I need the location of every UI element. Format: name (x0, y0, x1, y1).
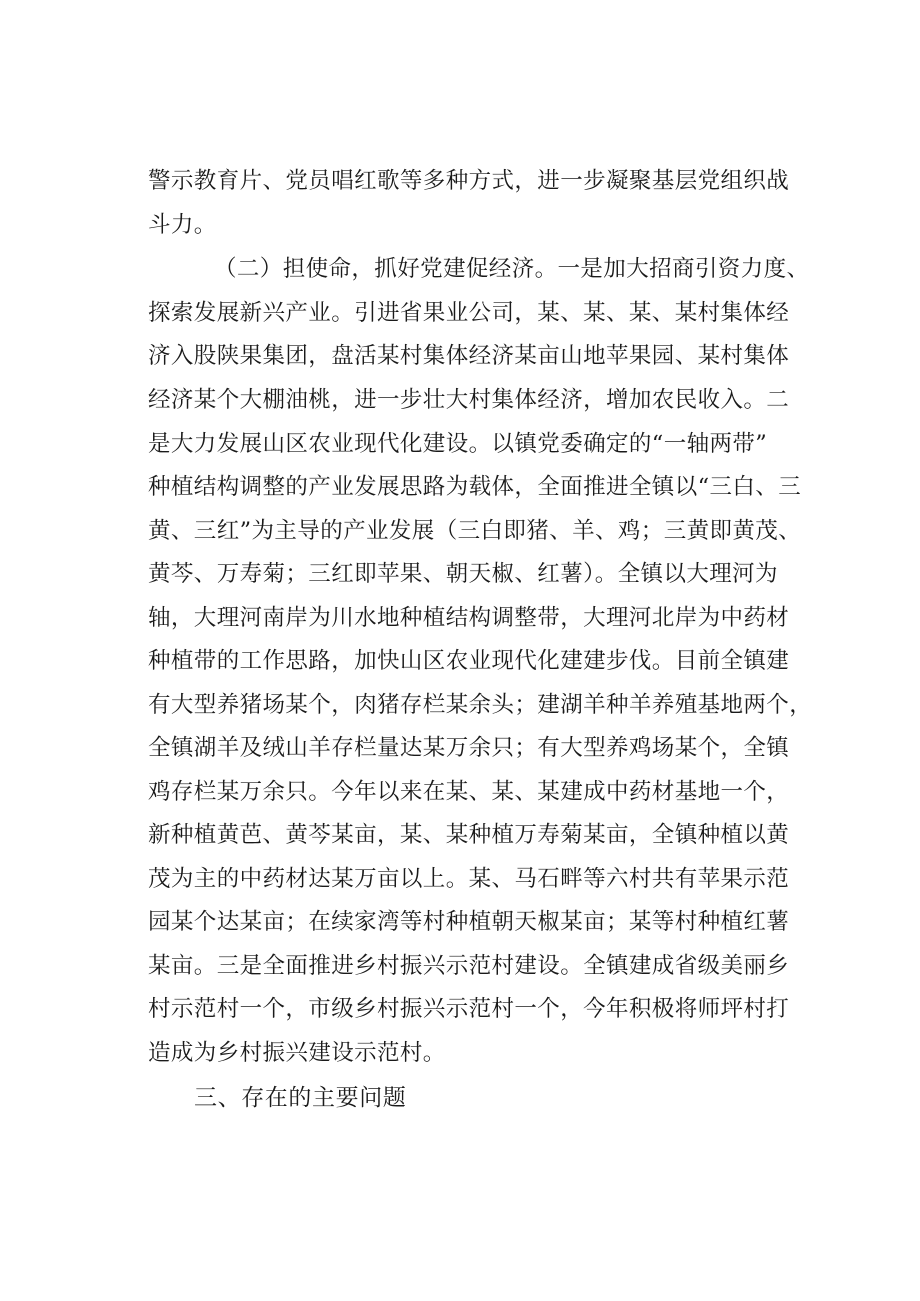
section-heading: 三、存在的主要问题 (194, 1085, 407, 1111)
paragraph-line: 轴，大理河南岸为川水地种植结构调整带，大理河北岸为中药材 (148, 605, 790, 631)
paragraph-line: 警示教育片、党员唱红歌等多种方式，进一步凝聚基层党组织战 (148, 168, 790, 194)
paragraph-line: 探索发展新兴产业。引进省果业公司，某、某、某、某村集体经 (148, 300, 790, 326)
paragraph-line: 黄、三红”为主导的产业发展（三白即猪、羊、鸡；三黄即黄茂、 (148, 518, 802, 544)
paragraph-line: （二）担使命，抓好党建促经济。一是加大招商引资力度、 (214, 256, 810, 282)
paragraph-line: 鸡存栏某万余只。今年以来在某、某、某建成中药材基地一个， (148, 779, 790, 805)
paragraph-line: 斗力。 (148, 212, 217, 238)
paragraph-line: 经济某个大棚油桃，进一步壮大村集体经济，增加农民收入。二 (148, 387, 790, 413)
paragraph-line: 是大力发展山区农业现代化建设。以镇党委确定的“一轴两带” (148, 431, 768, 457)
paragraph-line: 某亩。三是全面推进乡村振兴示范村建设。全镇建成省级美丽乡 (148, 953, 790, 979)
paragraph-line: 新种植黄芭、黄芩某亩，某、某种植万寿菊某亩，全镇种植以黄 (148, 822, 790, 848)
paragraph-line: 造成为乡村振兴建设示范村。 (148, 1040, 446, 1066)
paragraph-line: 济入股陕果集团，盘活某村集体经济某亩山地苹果园、某村集体 (148, 343, 790, 369)
paragraph-line: 种植结构调整的产业发展思路为载体，全面推进全镇以“三白、三 (148, 474, 802, 500)
paragraph-line: 园某个达某亩；在续家湾等村种植朝天椒某亩；某等村种植红薯 (148, 909, 790, 935)
paragraph-line: 全镇湖羊及绒山羊存栏量达某万余只；有大型养鸡场某个，全镇 (148, 735, 790, 761)
paragraph-line: 茂为主的中药材达某万亩以上。某、马石畔等六村共有苹果示范 (148, 866, 790, 892)
paragraph-line: 有大型养猪场某个，肉猪存栏某余头；建湖羊种羊养殖基地两个， (148, 692, 813, 718)
paragraph-line: 种植带的工作思路，加快山区农业现代化建建步伐。目前全镇建 (148, 648, 790, 674)
paragraph-line: 黄芩、万寿菊；三红即苹果、朝天椒、红薯）。全镇以大理河为 (148, 561, 778, 587)
paragraph-line: 村示范村一个，市级乡村振兴示范村一个，今年积极将师坪村打 (148, 996, 790, 1022)
